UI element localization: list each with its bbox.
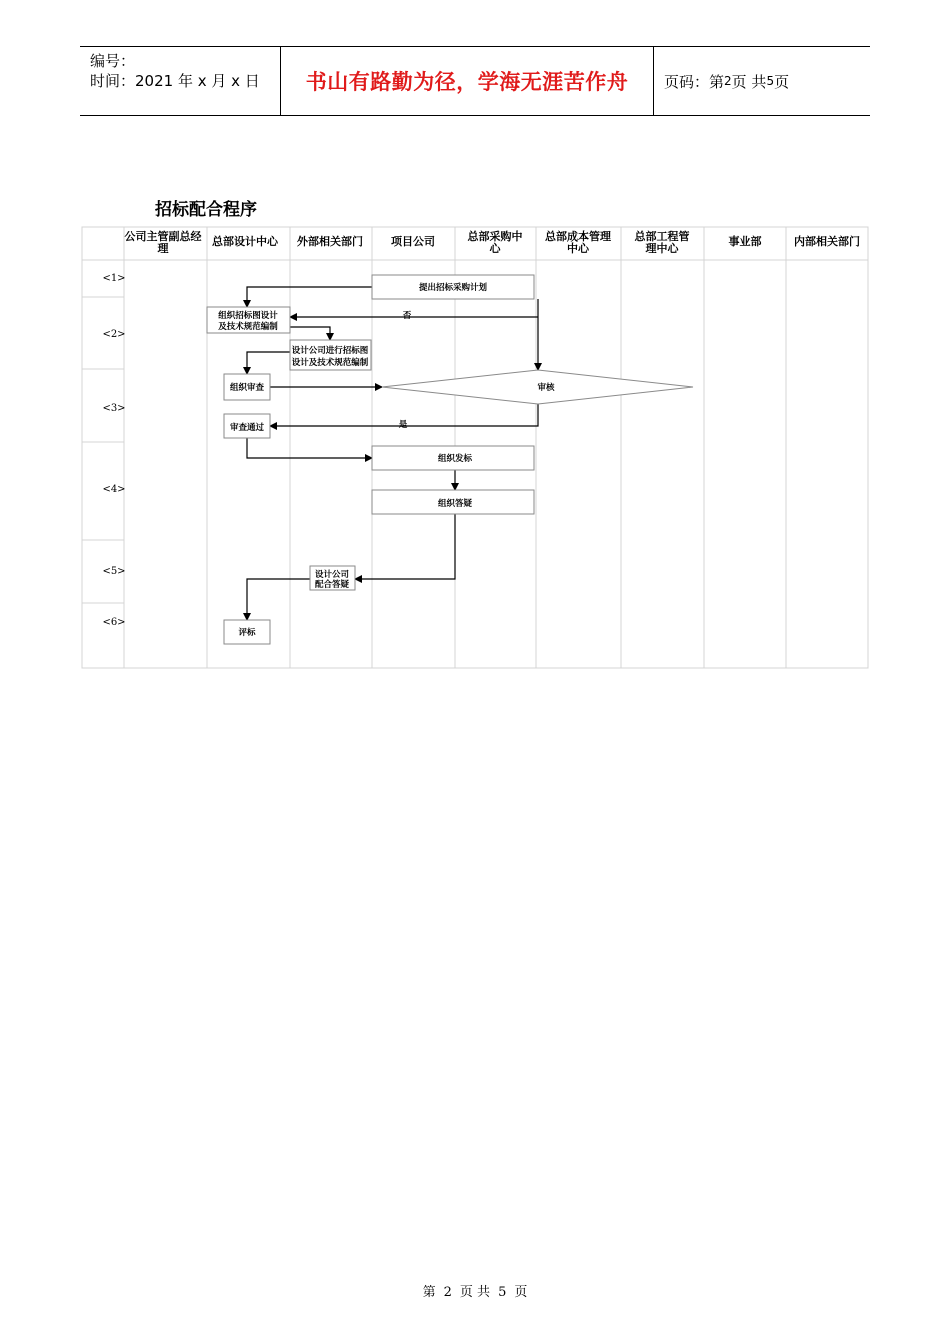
node-design-company-qa-line2: 配合答疑: [314, 580, 350, 590]
footer-mid: 页 共: [459, 1285, 491, 1300]
node-audit-decision: [382, 370, 693, 404]
header-business-unit: 事业部: [728, 235, 762, 248]
header-design-center: 总部设计中心: [212, 235, 278, 248]
node-propose-plan-text: 提出招标采购计划: [418, 283, 488, 293]
node-organize-design-line1: 组织招标图设计: [218, 311, 278, 321]
node-bid-evaluation-text: 评标: [238, 628, 256, 638]
node-design-company-line1: 设计公司进行招标图: [291, 346, 369, 356]
node-design-company-qa-line1: 设计公司: [314, 570, 350, 580]
row-labels: [102, 273, 125, 628]
node-organize-qa: [372, 490, 534, 514]
node-organize-qa-text: 组织答疑: [437, 499, 473, 509]
row-dividers: [82, 260, 868, 603]
node-review-passed: [224, 414, 270, 438]
header-gm-line2: 理: [157, 242, 169, 255]
header-motto: 书山有路勤为径，学海无涯苦作舟: [281, 47, 654, 115]
document-number-label: 编号：: [90, 52, 136, 70]
page-end-label: 页: [774, 72, 790, 91]
row-label-6: <6>: [102, 617, 126, 628]
page-label: 页码：第: [664, 72, 725, 91]
column-headers: [125, 229, 861, 255]
node-issue-bid: [372, 446, 534, 470]
footer-total: 5: [498, 1285, 507, 1300]
header-cost: 总部成本管理: [545, 230, 611, 243]
node-organize-review: [224, 374, 270, 400]
page-number: 2: [724, 74, 732, 88]
node-organize-design-line2: 及技术规范编制: [218, 322, 278, 332]
branch-label-no: 否: [402, 311, 412, 321]
node-review-passed-text: 审查通过: [229, 423, 265, 433]
header-engineering: 总部工程管: [634, 230, 690, 243]
page-total: 5: [766, 74, 775, 88]
header-project-company: 项目公司: [391, 235, 435, 248]
footer-prefix: 第: [422, 1285, 436, 1300]
header-gm: 公司主管副总经: [124, 230, 202, 243]
node-design-company: [290, 340, 371, 370]
node-issue-bid-text: 组织发标: [437, 454, 473, 464]
node-design-company-qa: [310, 566, 355, 590]
header-external-dept: 外部相关部门: [297, 235, 363, 248]
document-time-label: 时间：2021 年 x 月 x 日: [90, 72, 260, 90]
row-label-4: <4>: [102, 484, 126, 495]
row-label-2: <2>: [102, 329, 126, 340]
node-design-company-line2: 设计及技术规范编制: [291, 358, 369, 368]
row-label-5: <5>: [102, 566, 126, 577]
row-label-1: <1>: [102, 273, 126, 284]
header-internal-dept: 内部相关部门: [794, 235, 860, 248]
node-organize-design: [207, 307, 290, 333]
branch-label-yes: 是: [398, 420, 408, 430]
page-footer: [0, 1281, 950, 1300]
header-engineering-line2: 理中心: [645, 242, 679, 255]
header-procurement-line2: 心: [489, 242, 501, 255]
page-mid-label: 页 共: [731, 72, 767, 91]
row-label-3: <3>: [102, 403, 126, 414]
footer-suffix: 页: [514, 1285, 528, 1300]
node-bid-evaluation: [224, 620, 270, 644]
header-procurement: 总部采购中: [467, 230, 523, 243]
node-audit-text: 审核: [537, 383, 555, 393]
header-cost-line2: 中心: [567, 242, 589, 255]
footer-page: 2: [443, 1285, 452, 1300]
document-title: 招标配合程序: [155, 200, 257, 220]
node-propose-plan: [372, 275, 534, 299]
node-organize-review-text: 组织审查: [229, 383, 265, 393]
